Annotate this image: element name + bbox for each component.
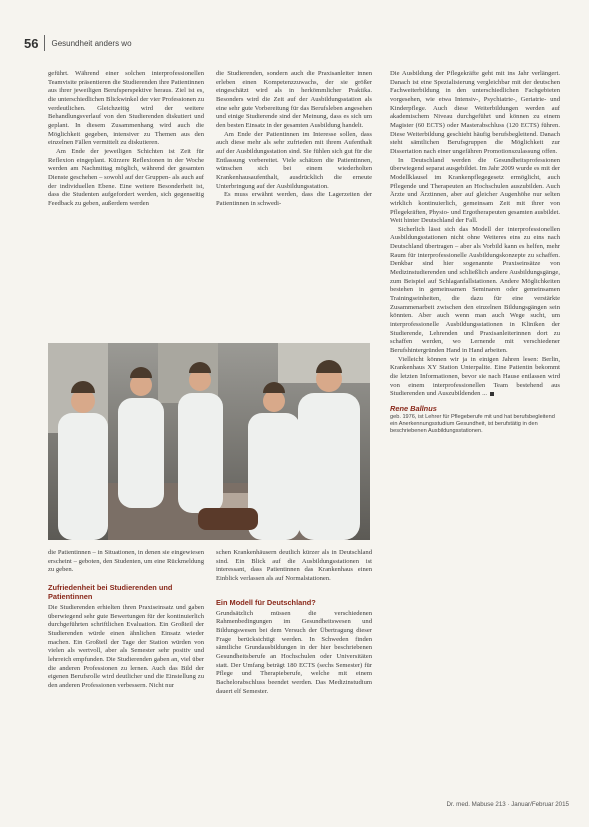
column-1-top: [48, 70, 204, 209]
page-number: 56: [24, 35, 39, 51]
author-bio: geb. 1976, ist Lehrer für Pflegeberufe mit und hat berufsbegleitend ein Anerkennungsstudium Gesundheit, ist berufstätig in den beschriebenen Ausbildungsstationen.: [390, 413, 555, 434]
section-heading: Zufriedenheit bei Studierenden und Patientinnen: [48, 582, 173, 601]
page-footer: Dr. med. Mabuse 213 · Januar/Februar 2015: [446, 801, 569, 808]
author-name: Rene Ballnus: [390, 403, 437, 413]
article-photo: [48, 343, 370, 540]
photo-nursing-students-illustration: [48, 343, 370, 540]
section-heading: Ein Modell für Deutschland?: [216, 597, 316, 607]
paragraph: [390, 356, 560, 399]
column-2-top: [216, 70, 372, 209]
closing-text: Vielleicht können wir ja in einigen Jahren lesen: Berlin, Krankenhaus XY Station Unterpalite. Eine Patientin bekommt die letzten Informationen, bevor sie nach Hause entlassen wird von einem interprofessionellen Team bestehend aus Studierenden und Auszubildenden ...: [390, 355, 560, 398]
paragraph: Grundsätzlich müssen die verschiedenen Rahmenbedingungen im Gesundheitswesen und Bildungswesen bei dem Versuch der Übertragung dieser Frage berücksichtigt werden. In Schweden finden sämtliche Grundausbildungen in der hier beschriebenen Gesundheitsberufe an Hochschulen oder Universitäten statt. Der Umfang beträgt 180 ECTS (sechs Semester) für Pflege und Therapieberufe, welche mit einem Bachelorabschluss beendet werden. Das Medizinstudium dauert elf Semester.: [216, 609, 372, 695]
paragraph: Sicherlich lässt sich das Modell der interprofessionellen Ausbildungsstationen nicht ohne Weiteres eins zu eins nach Deutschland übertragen – aber als Vorbild kann es helfen, mehr Raum für interprofessionelle Ausbildungskonzepte zu schaffen. Denkbar sind hier sogenannte Praxiseinsätze von Medizinstudierenden und schließlich andere Ausbildungsgänge, zum Beispiel auf Schlaganfallstationen. Andere Möglichkeiten bestehen in gemeinsamen Seminaren oder gemeinsamen Trainingseinheiten, die dazu für eine verstärkte Zusammenarbeit zwischen den einzelnen Bildungsgängen sein könnten. Aber auch wenn man auch Wege sucht, um interprofessionelle Ausbildungsstationen in Kliniken der Studierende, Lehrenden und Praxisanleiterinnen dort zu schaffen werden, wo Lernende mit verschiedener Berufshintergründen Hand in Hand arbeiten.: [390, 225, 560, 354]
paragraph: In Deutschland werden die Gesundheitsprofessionen überwiegend separat ausgebildet. Im Jahr 2009 wurde es mit der Modellklausel im Krankenpflegegesetz ermöglicht, auch Pflegende und Therapeuten an Hochschulen auszubilden. Auch Ärzte und Ärztinnen, aber auf gleicher Augenhöhe nur selten wirklich kontinuierlich, gemeinsam Zeit mit ihrer von Pflegekräften, Physio- und Ergotherapeuten gesamten ausbildet. Weit hinter Deutschland der Fall.: [390, 156, 560, 225]
paragraph: Die Ausbildung der Pflegekräfte geht mit ins Jahr verlängert. Danach ist eine Spezialisierung vergleichbar mit der deutschen Fachweiterbildung in den unterschiedlichen Fachgebieten vorgesehen, wie etwa Intensiv-, Psychiatrie-, Geriatrie- und Kinderpflege. Auch diese Weiterbildungen werden auf akademischem Niveau durchgeführt und können zu einem Magister (60 ECTS) oder Masterabschluss (120 ECTS) führen. Diese Weiterbildung geschieht häufig berufsbegleitend. Danach steht sämtlichen Berufsgruppen die Möglichkeit zur Dissertation nach einer ungefähren Promotionszulassung offen.: [390, 70, 560, 155]
end-square-icon: [490, 392, 494, 396]
running-header: [24, 34, 132, 52]
paragraph: Es muss erwähnt werden, dass die Lagerzeiten der Patientinnen in schwedi-: [216, 191, 372, 207]
column-2-bottom: [216, 549, 372, 696]
paragraph: geführt. Während einer solchen interprofessionellen Teamvisite präsentieren die Studierenden ihre Patientinnen aus ihrer jeweiligen Berufsperspektive heraus. Ziel ist es, die unterschiedlichen Blickwinkel der vier Professionen zu verdeutlichen. Gleichzeitig wird der weitere Behandlungsverlauf von den Studierenden diskutiert und geplant. In diesem Zusammenhang wird auch die Möglichkeit gegeben, intensiver zu Themen aus den einzelnen Fällen vermittelt zu diskutieren.: [48, 70, 204, 147]
column-3: [390, 70, 560, 435]
section-title: Gesundheit anders wo: [51, 38, 132, 48]
paragraph: schen Krankenhäusern deutlich kürzer als in Deutschland sind. Ein Blick auf die Ausbildungsstationen ist interessant, dass Patientinnen das Krankenhaus einen Einblick verlassen als auf Normalstationen.: [216, 549, 372, 582]
column-1-bottom: [48, 549, 204, 691]
paragraph: Am Ende der jeweiligen Schichten ist Zeit für Reflexion eingeplant. Kürzere Reflexionen in der Woche werden am Nachmittag möglich, während der gesamten Dienste geschehen – sowohl auf der Gruppen- als auch auf der individuellen Ebene. Eine weitere Besonderheit ist, dass die Studenten aufgefordert werden, sich gegenseitig Feedback zu geben, außerdem werden: [48, 147, 204, 207]
photo-caption: die Patientinnen – in Situationen, in denen sie eingewiesen erscheint – geboten, den Studenten, um eine Rückmeldung zu geben.: [48, 549, 204, 574]
paragraph: Am Ende der Patientinnen im Interesse sollen, dass auch diese mehr als sehr zufrieden mit ihrem Aufenthalt auf der Ausbildungsstation sind. Sie fühlen sich gut für die Entlassung vorbereitet. Viele schätzen die Patientinnen, wünschen sich bei einem wiederholten Krankenhausaufenthalt, ausdrücklich die erneute Unterbringung auf der Ausbildungsstation.: [216, 130, 372, 190]
paragraph: die Studierenden, sondern auch die Praxisanleiter innen erleben einen Kompetenzzuwachs, der sie größer eingeschätzt wird als in herkömmlicher Praktika. Besonders wird die Zeit auf der Ausbildungsstation als eine sehr gute Vorbereitung für das Berufsleben angesehen und einige Studierende sind der Meinung, dass es sich um den besten Einsatz in der gesamten Ausbildung handelt.: [216, 70, 372, 129]
paragraph: Die Studierenden erhielten ihren Praxiseinsatz und gaben überwiegend sehr gute Bewertungen für der kontinuierlich durchgeführten schriftlichen Evaluation. Ein Großteil der Studierenden würde einen ähnlichen Einsatz wieder machen. Ein Großteil der Tage der Station würden von vielen als wertvoll, aber als Semester sehr positiv und lehrreich empfunden. Die Studierenden gaben an, viel über die anderen Professionen zu lernen. Auch das Bild der eigenen Berufsrolle wird deutlicher und die Einstellung zu den anderen Professionen verbessern. Nicht nur: [48, 603, 204, 689]
header-divider: [44, 35, 45, 51]
